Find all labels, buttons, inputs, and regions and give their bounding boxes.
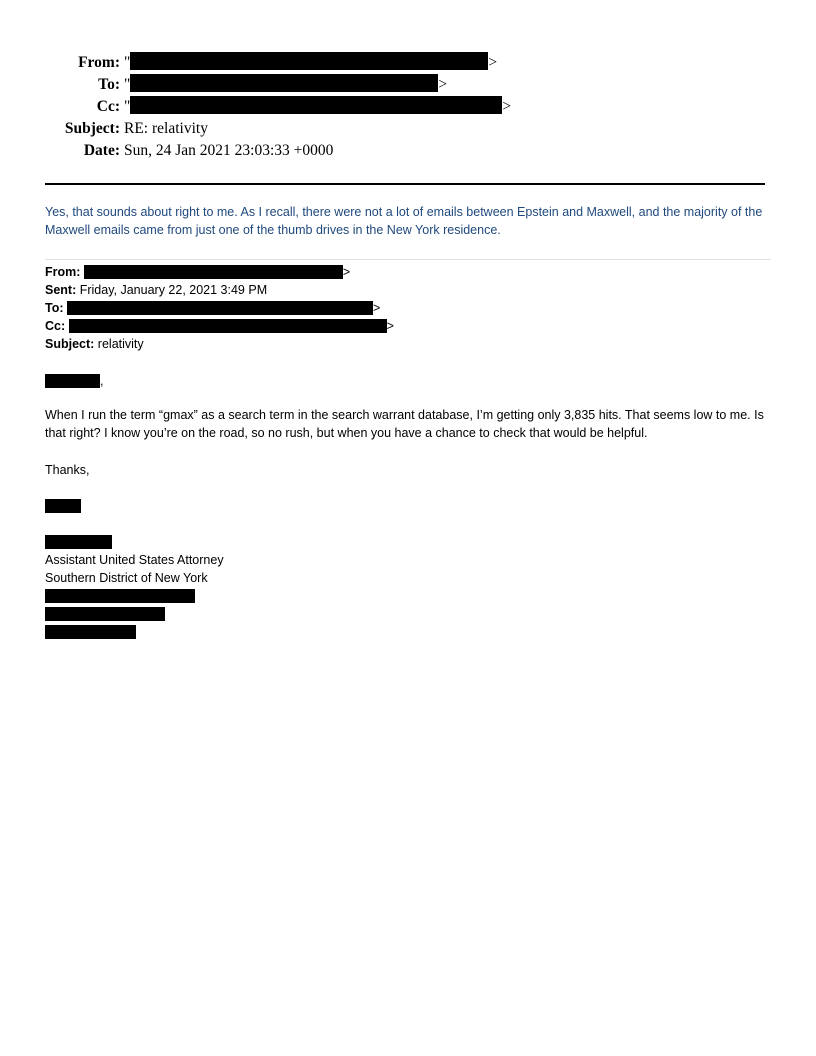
header-subject-row <box>0 118 816 140</box>
header-cc-value <box>124 96 511 118</box>
header-from-value <box>124 52 497 74</box>
header-cc-row <box>0 96 816 118</box>
forwarded-from-suffix: > <box>342 265 351 279</box>
signature-title: Assistant United States Attorney <box>45 553 224 567</box>
forwarded-cc-row <box>45 317 394 335</box>
redaction-bar <box>45 535 112 549</box>
redaction-bar <box>130 96 502 114</box>
header-subject-label: Subject: <box>64 120 120 137</box>
header-to-label: To: <box>98 76 120 93</box>
forwarded-subject-label: Subject: <box>45 337 95 351</box>
forwarded-subject-value: relativity <box>97 337 144 351</box>
forwarded-to-suffix: > <box>373 301 381 315</box>
forwarded-from-label: From: <box>45 265 81 279</box>
header-to-prefix: " <box>124 76 131 93</box>
redaction-bar <box>45 589 195 603</box>
redaction-bar <box>69 319 387 333</box>
forwarded-cc-suffix: > <box>386 319 394 333</box>
redaction-bar <box>130 74 438 92</box>
header-divider <box>45 183 765 185</box>
email-header <box>0 52 816 162</box>
forwarded-to-label: To: <box>45 301 64 315</box>
forwarded-sent-label: Sent: <box>45 283 77 297</box>
reply-body: Yes, that sounds about right to me. As I recall, there were not a lot of emails between Epstein and Maxwell, and the majority of the Maxwell emails came from just one of the thumb drives in the New York residence. <box>45 205 763 237</box>
redaction-bar <box>45 374 100 388</box>
header-to-row <box>0 74 816 96</box>
header-subject-value: RE: relativity <box>124 120 208 137</box>
header-cc-prefix: " <box>124 98 131 115</box>
header-date-value: Sun, 24 Jan 2021 23:03:33 +0000 <box>124 142 334 159</box>
redaction-bar <box>84 265 343 279</box>
forwarded-sent-row <box>45 281 267 299</box>
forwarded-sent-value: Friday, January 22, 2021 3:49 PM <box>79 283 268 297</box>
redaction-bar <box>45 499 81 513</box>
header-from-prefix: " <box>124 54 131 71</box>
greeting <box>45 372 103 390</box>
header-date-label: Date: <box>83 142 120 159</box>
header-cc-label: Cc: <box>96 98 120 115</box>
header-date-row <box>0 140 816 162</box>
closing: Thanks, <box>45 463 90 477</box>
header-from-label: From: <box>78 54 120 71</box>
header-to-value <box>124 74 447 96</box>
forwarded-from-row <box>45 263 350 281</box>
redaction-bar <box>130 52 488 70</box>
greeting-suffix: , <box>100 374 104 388</box>
header-to-suffix: > <box>438 76 448 93</box>
header-cc-suffix: > <box>502 98 512 115</box>
redaction-bar <box>67 301 373 315</box>
forwarded-subject-row <box>45 335 144 353</box>
forwarded-to-row <box>45 299 380 317</box>
signature-office: Southern District of New York <box>45 571 208 585</box>
forwarded-cc-label: Cc: <box>45 319 66 333</box>
header-from-suffix: > <box>488 54 498 71</box>
forwarded-body: When I run the term “gmax” as a search term in the search warrant database, I’m getting only 3,835 hits. That seems low to me. Is that right? I know you’re on the road, so no rush, but when you have a chance to check that would be helpful. <box>45 408 764 440</box>
redaction-bar <box>45 625 136 639</box>
reply-divider <box>45 259 771 260</box>
redaction-bar <box>45 607 165 621</box>
header-from-row <box>0 52 816 74</box>
